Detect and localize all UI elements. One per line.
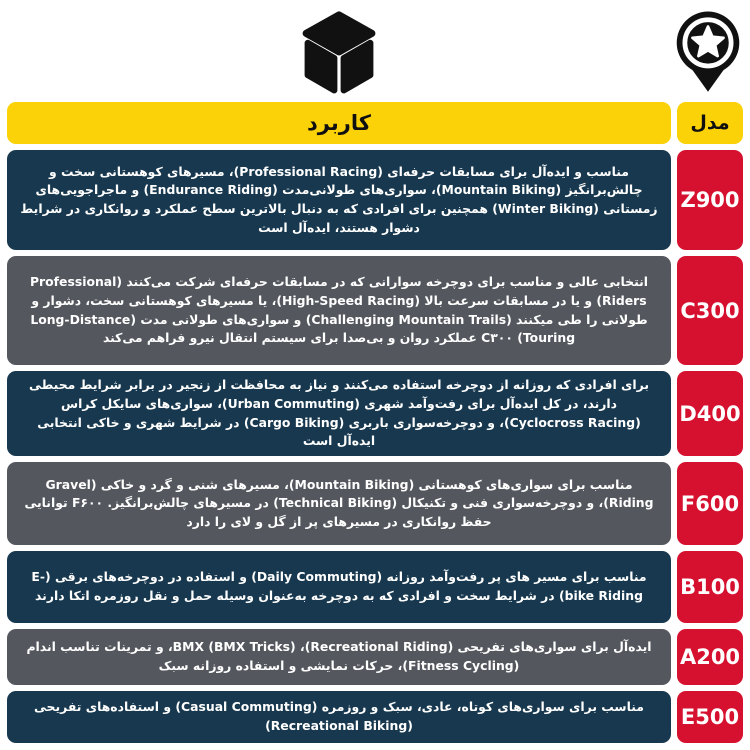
table-row-e500 (7, 691, 743, 743)
table-row-b100 (7, 551, 743, 623)
usage-cell (7, 551, 671, 623)
usage-cell (7, 629, 671, 685)
usage-cell (7, 150, 671, 250)
star-location-pin-icon (674, 8, 742, 94)
usage-text: مناسب برای سواری‌های کوتاه، عادی، سبک و روزمره (Casual Commuting) و استفاده‌های تفریحی (Recreational Biking) (34, 699, 644, 733)
usage-text: ایده‌آل برای سواری‌های تفریحی (Recreational Riding)، BMX (BMX Tricks)، و تمرینات تناسب اندام (Fitness Cycling)، حرکات نمایشی و استفاده روزانه سبک (26, 639, 652, 673)
header-usage-cell (7, 102, 671, 144)
table-row-a200 (7, 629, 743, 685)
usage-text: مناسب و ایده‌آل برای مسابقات حرفه‌ای (Professional Racing)، مسیرهای کوهستانی سخت و چالش‌برانگیز (Mountain Biking)، سواری‌های طولانی‌مدت (Endurance Riding) و ماجراجویی‌های زمستانی (Winter Biking) همچنین برای افرادی که به دنبال بالاترین سطح عملکرد و روانکاری در شرایط دشوار هستند، ایده‌آل است (20, 163, 658, 235)
model-badge: B100 (677, 551, 743, 623)
header-usage-label: کاربرد (307, 111, 371, 135)
table-row-c300 (7, 256, 743, 365)
model-badge: D400 (677, 371, 743, 456)
usage-cell (7, 462, 671, 545)
icon-band (7, 0, 743, 102)
table-header (7, 102, 743, 144)
table-body (7, 150, 743, 743)
usage-cell (7, 371, 671, 456)
usage-text: مناسب برای سواری‌های کوهستانی (Mountain Biking)، مسیرهای شنی و گرد و خاکی (Gravel Riding)، و دوچرخه‌سواری فنی و تکنیکال (Technical Biking) در مسیرهای چالش‌برانگیز. F۶۰۰ توانایی حفظ روانکاری در مسیرهای پر از گل و لای را دارد (24, 476, 654, 529)
table-row-f600 (7, 462, 743, 545)
usage-text: مناسب برای مسیر های پر رفت‌وآمد روزانه (Daily Commuting) و استفاده در دوچرخه‌های برقی (E-bike Riding) در شرایط سخت و افرادی که به دوچرخه به‌عنوان وسیله حمل و نقل روزمره اتکا دارند (31, 569, 647, 603)
table-row-d400 (7, 371, 743, 456)
cube-3d-icon (299, 10, 379, 100)
model-badge: F600 (677, 462, 743, 545)
usage-cell (7, 691, 671, 743)
model-badge: A200 (677, 629, 743, 685)
header-model-cell (677, 102, 743, 144)
usage-text: انتخابی عالی و مناسب برای دوچرخه سوارانی که در مسابقات حرفه‌ای شرکت می‌کنند (Professional Riders) و یا در مسابقات سرعت بالا (High-Speed Racing)، یا مسیرهای کوهستانی سخت، دشوار و طولانی را طی میکنند (Challenging Mountain Trails) و سواری‌های طولانی مدت (Long-Distance Touring) C۳۰۰ عملکرد روان و بی‌صدا برای سیستم انتقال نیرو فراهم می‌کند (29, 274, 649, 346)
model-badge: E500 (677, 691, 743, 743)
model-badge: C300 (677, 256, 743, 365)
usage-cell (7, 256, 671, 365)
header-model-label: مدل (690, 112, 730, 134)
table-row-z900 (7, 150, 743, 250)
usage-text: برای افرادی که روزانه از دوچرخه استفاده می‌کنند و نیاز به محافظت از زنجیر در برابر شرایط محیطی دارند، در کل ایده‌آل برای رفت‌وآمد شهری (Urban Commuting)، سواری‌های سایکل کراس (Cyclocross Racing)، و دوچرخه‌سواری باربری (Cargo Biking) در شرایط شهری و خاکی انتخابی ایده‌آل است (29, 377, 649, 449)
model-badge: Z900 (677, 150, 743, 250)
